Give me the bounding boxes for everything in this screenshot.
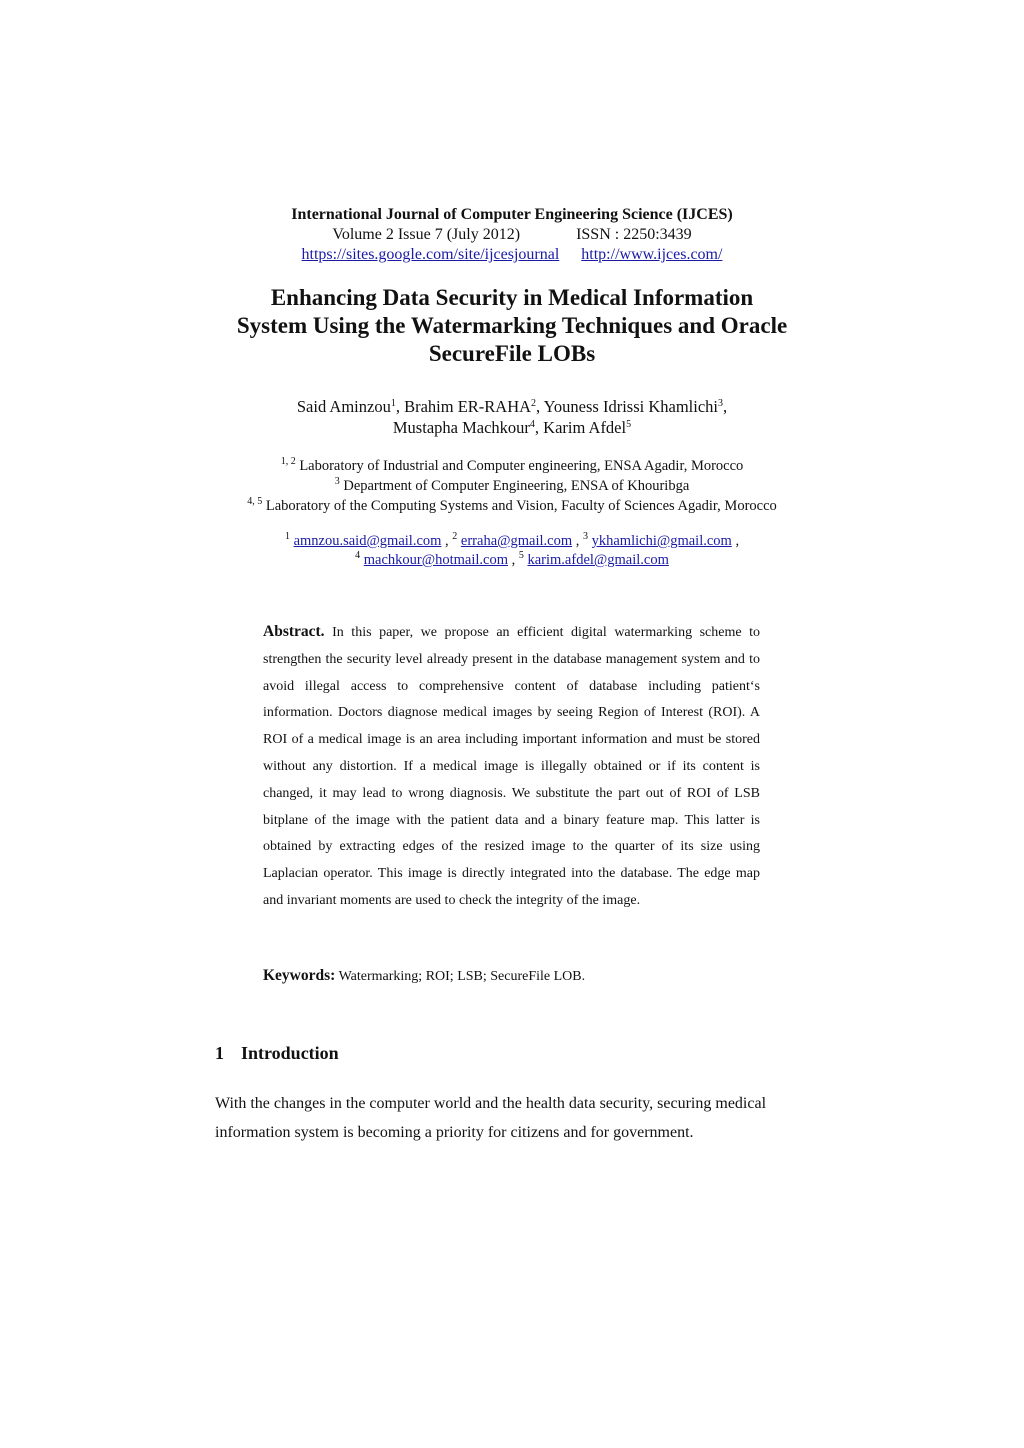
body-paragraph: With the changes in the computer world and the health data security, securing medical information system is becoming a priority for citizens and for government. (215, 1095, 767, 1141)
section-title: Introduction (241, 1043, 339, 1063)
journal-web-link[interactable]: http://www.ijces.com/ (581, 246, 723, 263)
author-name: Brahim ER-RAHA (404, 397, 532, 416)
journal-volume: Volume 2 Issue 7 (July 2012) (332, 226, 521, 243)
title-line: Enhancing Data Security in Medical Information (270, 285, 754, 310)
title-line: System Using the Watermarking Techniques and Oracle (236, 313, 788, 338)
title-line: SecureFile LOBs (428, 341, 596, 366)
journal-name: International Journal of Computer Engineering Science (IJCES) (291, 206, 733, 223)
abstract (263, 619, 760, 915)
email-link[interactable]: amnzou.said@gmail.com (293, 533, 442, 549)
author-sup: 4 (529, 419, 535, 430)
email-link[interactable]: erraha@gmail.com (460, 533, 573, 549)
paper-title (0, 284, 1024, 368)
journal-links (0, 244, 1024, 266)
section-number: 1 (215, 1043, 224, 1063)
author-name: Said Aminzou (296, 397, 391, 416)
affiliation-list (0, 456, 1024, 516)
keywords-label: Keywords: (263, 967, 336, 984)
affiliation: $^{1, 2}$ Laboratory of Industrial and Computer engineering, ENSA Agadir, Morocco (280, 456, 744, 474)
abstract-text: In this paper, we propose an efficient digital watermarking scheme to strengthen the security level already present in the database management system and to avoid illegal access to comprehensive content of database including patient‘s information. Doctors diagnose medical images by seeing Region of Interest (ROI). A ROI of a medical image is an area including important information and must be stored without any distortion. If a medical image is illegally obtained or if its content is changed, it may lead to wrong diagnosis. We substitute the part out of ROI of LSB bitplane of the image with the patient data and a binary feature map. This latter is obtained by extracting edges of the resized image to the quarter of its size using Laplacian operator. This image is directly integrated into the database. The edge map and invariant moments are used to check the integrity of the image. (263, 625, 761, 908)
journal-issn: ISSN : 2250:3439 (576, 226, 692, 243)
author-sup: 5 (626, 419, 632, 430)
affiliation: $^{4, 5}$ Laboratory of the Computing Systems and Vision, Faculty of Sciences Agadir, Morocco (247, 496, 777, 514)
keywords-text: Watermarking; ROI; LSB; SecureFile LOB. (338, 969, 586, 984)
section-heading (215, 1040, 339, 1066)
journal-site-link[interactable]: https://sites.google.com/site/ijcesjournal (301, 246, 560, 263)
author-name: Karim Afdel (543, 418, 627, 437)
email-link[interactable]: karim.afdel@gmail.com (527, 552, 669, 568)
keywords (263, 963, 760, 990)
abstract-label: Abstract. (263, 623, 325, 640)
email-link[interactable]: ykhamlichi@gmail.com (591, 533, 732, 549)
email-link[interactable]: machkour@hotmail.com (363, 552, 508, 568)
author-sup: 2 (531, 398, 537, 409)
author-sup: 1 (390, 398, 396, 409)
journal-meta (0, 224, 1024, 246)
author-name: Mustapha Machkour (392, 418, 530, 437)
author-line: Said Aminzou$^1$, Brahim ER-RAHA$^2$, Youness Idrissi Khamlichi$^3$, (296, 397, 728, 416)
affiliation: $^3$ Department of Computer Engineering, ENSA of Khouribga (334, 476, 690, 494)
author-line: Mustapha Machkour$^4$, Karim Afdel$^5$ (392, 418, 632, 437)
author-sup: 3 (718, 398, 724, 409)
author-list (0, 396, 1024, 438)
author-name: Youness Idrissi Khamlichi (543, 397, 719, 416)
email-list (0, 532, 1024, 570)
email-line: $^4$ machkour@hotmail.com , $^5$ karim.afdel@gmail.com (355, 550, 669, 568)
email-line: $^1$ amnzou.said@gmail.com , $^2$ erraha@gmail.com , $^3$ ykhamlichi@gmail.com , (284, 531, 740, 549)
